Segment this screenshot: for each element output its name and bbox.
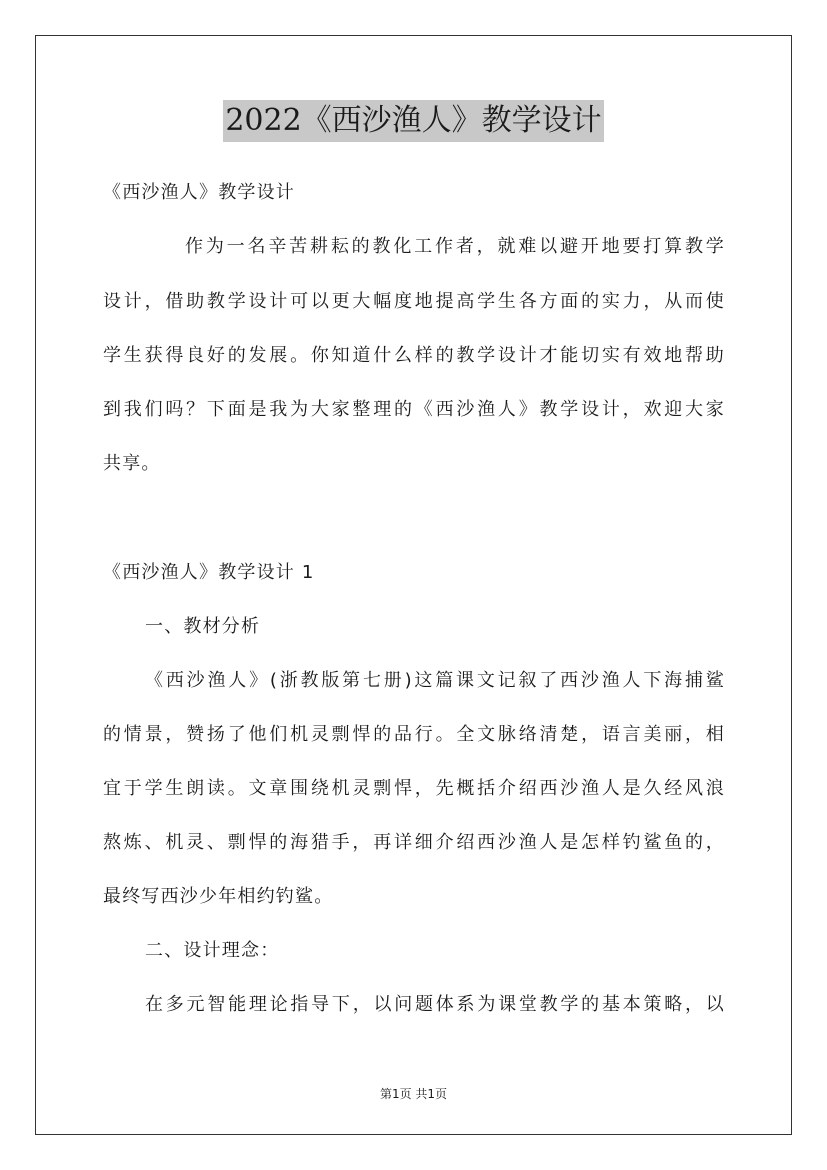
analysis-line-2: 的情景，赞扬了他们机灵剽悍的品行。全文脉络清楚，语言美丽，相 [103,724,725,745]
document-subtitle: 《西沙渔人》教学设计 [103,182,295,203]
intro-line-1: 作为一名辛苦耕耘的教化工作者，就难以避开地要打算教学 [185,236,725,257]
heading-design-concept: 二、设计理念： [145,940,280,961]
analysis-line-1: 《西沙渔人》(浙教版第七册)这篇课文记叙了西沙渔人下海捕鲨 [145,670,725,691]
intro-line-5: 共享。 [103,453,161,474]
analysis-line-3: 宜于学生朗读。文章围绕机灵剽悍，先概括介绍西沙渔人是久经风浪 [103,778,725,799]
analysis-line-4: 熬炼、机灵、剽悍的海猎手，再详细介绍西沙渔人是怎样钓鲨鱼的， [103,832,725,853]
intro-line-4: 到我们吗？下面是我为大家整理的《西沙渔人》教学设计，欢迎大家 [103,399,725,420]
concept-line-1: 在多元智能理论指导下，以问题体系为课堂教学的基本策略，以 [145,994,725,1015]
page-footer: 第1页 共1页 [379,1087,448,1101]
title-area [0,100,827,142]
analysis-line-5: 最终写西沙少年相约钓鲨。 [103,886,334,907]
intro-line-3: 学生获得良好的发展。你知道什么样的教学设计才能切实有效地帮助 [103,345,725,366]
heading-textbook-analysis: 一、教材分析 [145,616,261,637]
section-1-title: 《西沙渔人》教学设计 1 [103,562,315,583]
document-title: 2022《西沙渔人》教学设计 [223,100,603,142]
intro-line-2: 设计，借助教学设计可以更大幅度地提高学生各方面的实力，从而使 [103,291,725,312]
